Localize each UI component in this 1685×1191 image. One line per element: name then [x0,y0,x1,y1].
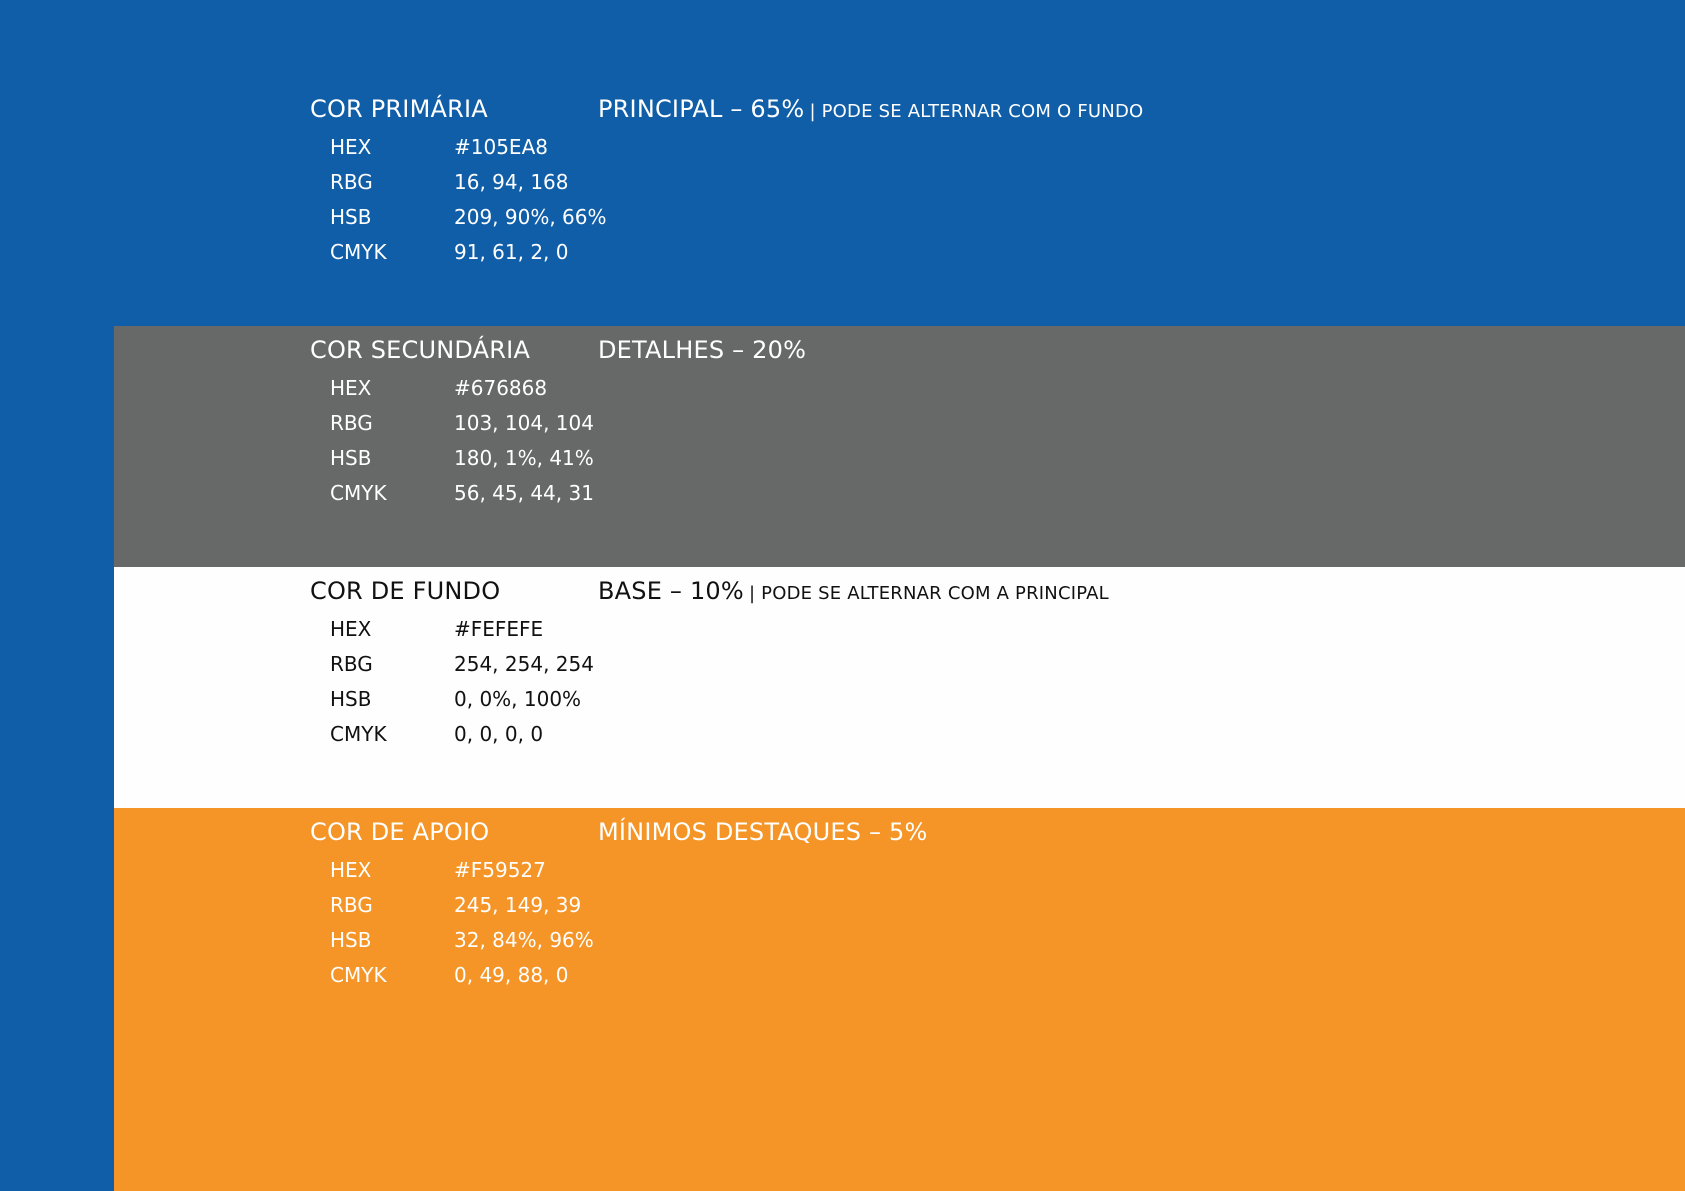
color-spec-list [0,373,700,513]
usage-percentage: PRINCIPAL – 65% [598,95,805,123]
spec-value: #105EA8 [454,135,548,159]
section-title: COR PRIMÁRIA [310,95,488,123]
usage-description [598,90,1143,131]
spec-label: HEX [330,617,372,641]
usage-percentage: DETALHES – 20% [598,336,807,364]
spec-label: HSB [330,928,372,952]
spec-value: 0, 0, 0, 0 [454,722,544,746]
spec-row-hex [0,132,700,167]
spec-row-hex [0,373,700,408]
spec-value: 0, 0%, 100% [454,687,582,711]
spec-value: #F59527 [454,858,546,882]
color-spec-list [0,614,700,754]
spec-row-cmyk [0,960,700,995]
spec-value: 0, 49, 88, 0 [454,963,569,987]
spec-label: CMYK [330,722,387,746]
spec-value: 209, 90%, 66% [454,205,607,229]
spec-label: RBG [330,652,373,676]
color-spec-list [0,132,700,272]
spec-label: HEX [330,135,372,159]
spec-label: HSB [330,687,372,711]
spec-label: HEX [330,858,372,882]
spec-label: HSB [330,205,372,229]
spec-value: 180, 1%, 41% [454,446,594,470]
spec-label: HSB [330,446,372,470]
spec-value: 245, 149, 39 [454,893,582,917]
spec-row-hsb [0,925,700,960]
spec-value: 91, 61, 2, 0 [454,240,569,264]
spec-row-hsb [0,443,700,478]
spec-label: RBG [330,170,373,194]
spec-row-hsb [0,202,700,237]
section-title: COR SECUNDÁRIA [310,336,531,364]
spec-row-hex [0,855,700,890]
usage-description [598,331,806,372]
spec-value: 254, 254, 254 [454,652,594,676]
spec-row-rgb [0,890,700,925]
spec-value: 32, 84%, 96% [454,928,594,952]
spec-label: RBG [330,893,373,917]
spec-label: CMYK [330,240,387,264]
color-spec-list [0,855,700,995]
spec-value: 16, 94, 168 [454,170,569,194]
spec-value: #FEFEFE [454,617,544,641]
spec-row-rgb [0,649,700,684]
section-title: COR DE APOIO [310,818,490,846]
spec-row-rgb [0,408,700,443]
spec-row-cmyk [0,478,700,513]
spec-row-hex [0,614,700,649]
usage-note: | PODE SE ALTERNAR COM A PRINCIPAL [748,583,1109,604]
spec-label: CMYK [330,963,387,987]
spec-label: RBG [330,411,373,435]
spec-row-cmyk [0,719,700,754]
usage-percentage: BASE – 10% [598,577,744,605]
spec-label: CMYK [330,481,387,505]
usage-description [598,813,928,854]
usage-description [598,572,1109,613]
spec-row-hsb [0,684,700,719]
spec-value: 56, 45, 44, 31 [454,481,594,505]
spec-row-rgb [0,167,700,202]
spec-label: HEX [330,376,372,400]
section-title: COR DE FUNDO [310,577,501,605]
spec-value: #676868 [454,376,548,400]
usage-percentage: MÍNIMOS DESTAQUES – 5% [598,818,928,846]
spec-row-cmyk [0,237,700,272]
spec-value: 103, 104, 104 [454,411,594,435]
usage-note: | PODE SE ALTERNAR COM O FUNDO [809,101,1144,122]
